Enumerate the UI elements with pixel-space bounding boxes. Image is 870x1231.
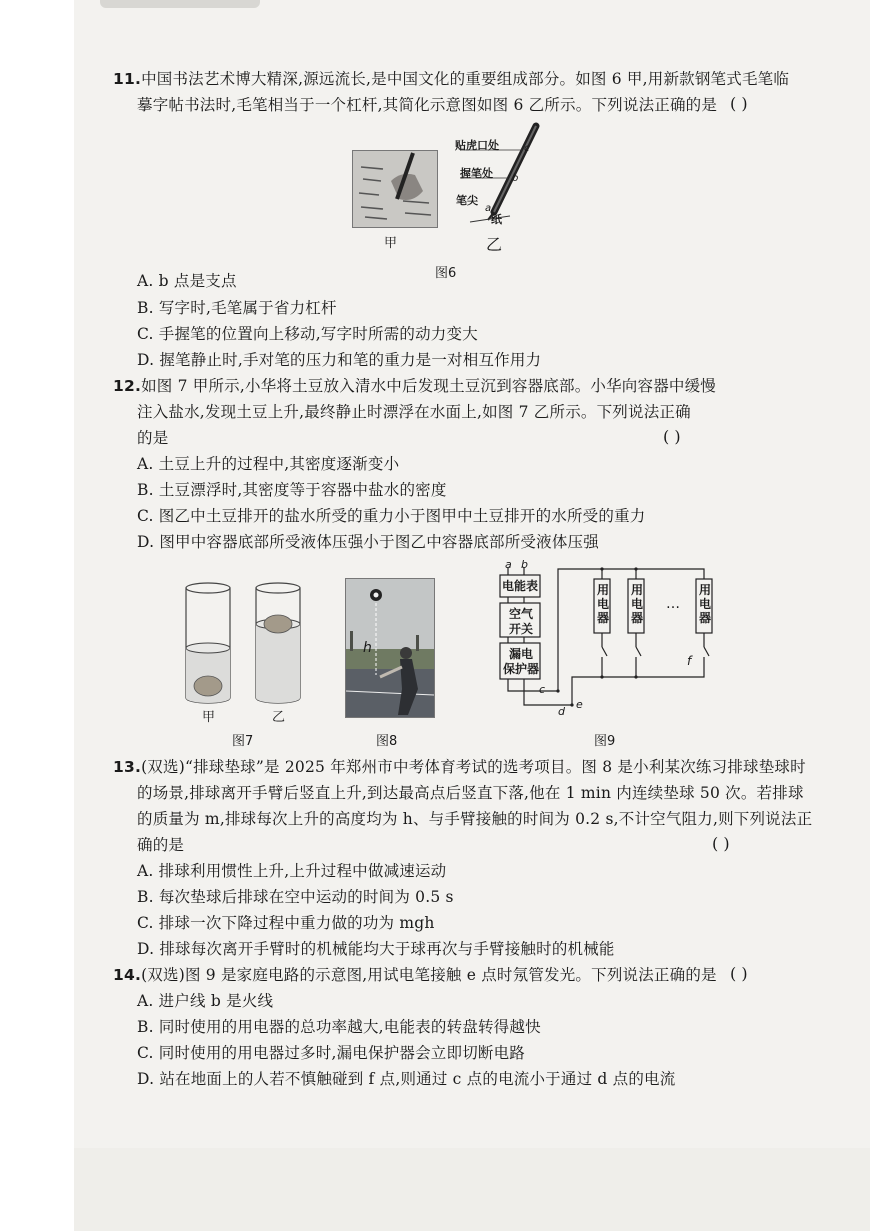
q14-option-c: C. 同时使用的用电器过多时,漏电保护器会立即切断电路 <box>137 1044 525 1062</box>
q12-line3: 的是 <box>137 429 169 447</box>
fig6-caption: 图6 <box>435 266 457 281</box>
fig9-appliance-1: 用电器 <box>597 583 610 625</box>
q14-answer-paren: ( ) <box>730 964 748 983</box>
fig6-label-bijian: 笔尖 <box>456 194 478 207</box>
q11-option-b: B. 写字时,毛笔属于省力杠杆 <box>137 299 337 317</box>
q11-option-c: C. 手握笔的位置向上移动,写字时所需的动力变大 <box>137 325 478 343</box>
q13-option-c: C. 排球一次下降过程中重力做的功为 mgh <box>137 914 435 932</box>
q11-option-a: A. b 点是支点 <box>137 272 237 290</box>
fig9-label-c: c <box>539 683 546 696</box>
fig7-label-jia: 甲 <box>202 710 216 725</box>
fig9-label-d: d <box>558 705 565 718</box>
fig6-label-jia: 甲 <box>384 236 398 251</box>
fig6-label-wobi: 握笔处 <box>460 167 493 180</box>
q12-option-d: D. 图甲中容器底部所受液体压强小于图乙中容器底部所受液体压强 <box>137 533 599 551</box>
q14-line1: 14.(双选)图 9 是家庭电路的示意图,用试电笔接触 e 点时氖管发光。下列说法正确的是 <box>113 966 717 984</box>
fig8-height-label: h <box>363 640 372 656</box>
q12-option-b: B. 土豆漂浮时,其密度等于容器中盐水的密度 <box>137 481 447 499</box>
fig7-caption: 图7 <box>232 734 254 749</box>
q14-option-a: A. 进户线 b 是火线 <box>137 992 274 1010</box>
q12-option-c: C. 图乙中土豆排开的盐水所受的重力小于图甲中土豆排开的水所受的重力 <box>137 507 646 525</box>
q13-line4: 确的是 <box>137 836 185 854</box>
fig9-dots: … <box>666 596 680 612</box>
fig6-point-c: c <box>524 143 530 154</box>
fig7-beakers <box>178 580 313 710</box>
q11-number: 11. <box>113 70 142 88</box>
fig9-meter-label: 电能表 <box>502 579 539 593</box>
q13-line2: 的场景,排球离开手臂后竖直上升,到达最高点后竖直下落,他在 1 min 内连续垫球 50 次。若排球 <box>137 784 804 802</box>
fig6-label-tiehu: 贴虎口处 <box>455 139 499 152</box>
fig6-photo-jia <box>352 150 438 228</box>
q13-option-d: D. 排球每次离开手臂时的机械能均大于球再次与手臂接触时的机械能 <box>137 940 615 958</box>
q13-answer-paren: ( ) <box>712 834 730 853</box>
fig9-switch-label-2: 开关 <box>509 622 534 636</box>
fig7-beaker-yi <box>256 583 300 703</box>
q12-option-a: A. 土豆上升的过程中,其密度逐渐变小 <box>137 455 400 473</box>
q12-number: 12. <box>113 377 142 395</box>
fig9-appliance-3: 用电器 <box>699 583 712 625</box>
fig7-beaker-jia <box>186 583 230 703</box>
fig9-label-f: f <box>687 654 692 668</box>
q14-option-d: D. 站在地面上的人若不慎触碰到 f 点,则通过 c 点的电流小于通过 d 点的电流 <box>137 1070 676 1088</box>
fig6-point-a: a <box>485 203 492 214</box>
q11-answer-paren: ( ) <box>730 94 748 113</box>
q13-line1: 13.(双选)“排球垫球”是 2025 年郑州市中考体育考试的选考项目。图 8 是小利某次练习排球垫球时 <box>113 758 806 776</box>
scan-bottom-band <box>74 1148 870 1231</box>
fig8-photo <box>345 578 435 718</box>
fig6-point-b: b <box>512 173 519 184</box>
fig7-label-yi: 乙 <box>272 710 286 725</box>
fig9-label-e: e <box>576 698 583 711</box>
fig6-label-yi: 乙 <box>486 235 503 254</box>
q13-option-a: A. 排球利用惯性上升,上升过程中做减速运动 <box>137 862 447 880</box>
q12-answer-paren: ( ) <box>663 427 681 446</box>
q13-option-b: B. 每次垫球后排球在空中运动的时间为 0.5 s <box>137 888 454 906</box>
q14-number: 14. <box>113 966 142 984</box>
q13-line3: 的质量为 m,排球每次上升的高度均为 h、与手臂接触的时间为 0.2 s,不计空气阻力,则下列说法正 <box>137 810 813 828</box>
fig6-label-zhi: 纸 <box>491 213 502 226</box>
fig9-caption: 图9 <box>594 734 616 749</box>
q12-line1: 12.如图 7 甲所示,小华将土豆放入清水中后发现土豆沉到容器底部。小华向容器中缓慢 <box>113 377 717 395</box>
scan-top-mark <box>100 0 260 8</box>
fig9-label-a: a <box>505 558 512 571</box>
fig9-switch-label-1: 空气 <box>509 607 534 621</box>
fig9-leak-label-2: 保护器 <box>503 662 540 676</box>
q13-number: 13. <box>113 758 142 776</box>
fig9-leak-label-1: 漏电 <box>509 647 534 661</box>
q14-option-b: B. 同时使用的用电器的总功率越大,电能表的转盘转得越快 <box>137 1018 541 1036</box>
fig9-appliance-2: 用电器 <box>631 583 644 625</box>
fig9-label-b: b <box>521 558 528 571</box>
q11-option-d: D. 握笔静止时,手对笔的压力和笔的重力是一对相互作用力 <box>137 351 542 369</box>
q11-line2: 摹字帖书法时,毛笔相当于一个杠杆,其简化示意图如图 6 乙所示。下列说法正确的是 <box>137 96 718 114</box>
q12-line2: 注入盐水,发现土豆上升,最终静止时漂浮在水面上,如图 7 乙所示。下列说法正确 <box>137 403 691 421</box>
q11-line1: 11.中国书法艺术博大精深,源远流长,是中国文化的重要组成部分。如图 6 甲,用新款钢笔式毛笔临 <box>113 70 790 88</box>
fig8-caption: 图8 <box>376 734 398 749</box>
